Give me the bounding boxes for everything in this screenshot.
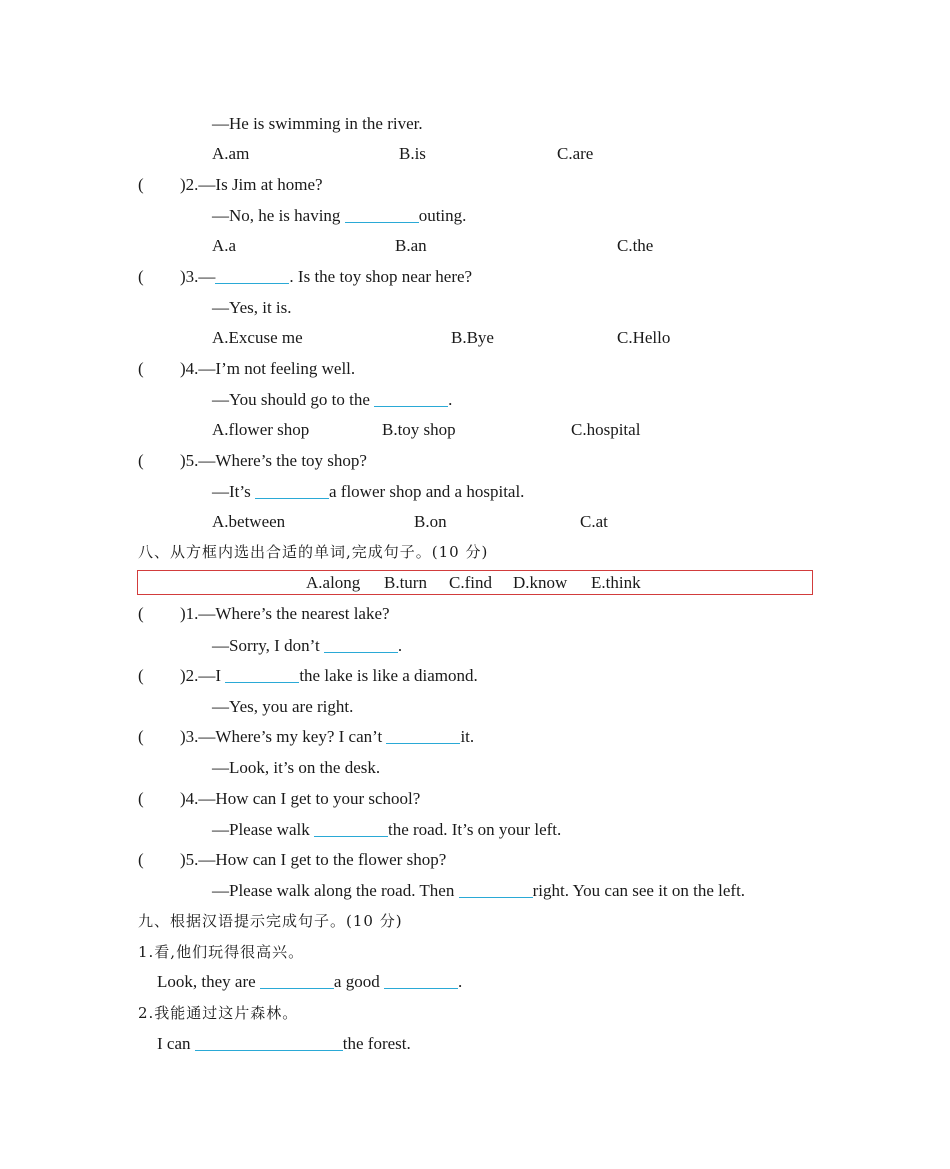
- q2-option-c: C.the: [617, 236, 654, 255]
- s8-q5-blank[interactable]: [459, 879, 533, 898]
- q3-option-b: B.Bye: [451, 328, 494, 347]
- s8-q3-answer-line: [0, 756, 950, 780]
- s8-q4-question-line: [0, 787, 950, 811]
- s8-q4-answer-line: [0, 818, 950, 842]
- answer-paren: (: [138, 727, 144, 746]
- s8-q5-question-line: [0, 848, 950, 872]
- s8-q1-question-line: [0, 602, 950, 626]
- section8-heading-line: [0, 540, 950, 564]
- q4-answer-pre: —You should go to the: [212, 390, 375, 409]
- q3-question-post: . Is the toy shop near here?: [289, 267, 473, 286]
- q2-answer-line: [0, 204, 950, 228]
- q1-option-a: A.am: [212, 144, 250, 163]
- section9-heading: 九、根据汉语提示完成句子。(10 分): [138, 912, 403, 930]
- section8-heading: 八、从方框内选出合适的单词,完成句子。(10 分): [138, 543, 489, 561]
- s8-q5-answer-post: right. You can see it on the left.: [532, 881, 746, 900]
- answer-paren: (: [138, 789, 144, 808]
- s8-q4-answer-post: the road. It’s on your left.: [387, 820, 562, 839]
- q3-question-line: [0, 265, 950, 289]
- q3-option-a: A.Excuse me: [212, 328, 303, 347]
- s9-q1-blank-1[interactable]: [260, 970, 334, 989]
- q2-answer-pre: —No, he is having: [212, 206, 345, 225]
- q2-question: )2.—Is Jim at home?: [180, 175, 323, 194]
- s9-q2-post: the forest.: [342, 1034, 411, 1053]
- s9-q1-mid: a good: [333, 972, 384, 991]
- q3-options: [0, 326, 950, 350]
- q2-question-line: [0, 173, 950, 197]
- s8-q3-question-pre: )3.—Where’s my key? I can’t: [180, 727, 387, 746]
- q4-option-a: A.flower shop: [212, 420, 310, 439]
- s8-q3-question-post: it.: [460, 727, 475, 746]
- s8-q1-question: )1.—Where’s the nearest lake?: [180, 604, 390, 623]
- word-bank-item: D.know: [513, 573, 568, 592]
- answer-paren: (: [138, 175, 144, 194]
- s8-q2-answer: —Yes, you are right.: [212, 697, 354, 716]
- q1-option-c: C.are: [557, 144, 594, 163]
- q4-options: [0, 418, 950, 442]
- q5-blank[interactable]: [255, 480, 329, 499]
- s8-q3-answer: —Look, it’s on the desk.: [212, 758, 381, 777]
- q3-answer-line: [0, 296, 950, 320]
- q2-options: [0, 234, 950, 258]
- q3-question-pre: )3.—: [180, 267, 216, 286]
- word-bank-item: A.along: [306, 573, 361, 592]
- section9-heading-line: [0, 909, 950, 933]
- s8-q3-blank[interactable]: [386, 725, 460, 744]
- q2-option-b: B.an: [395, 236, 427, 255]
- answer-paren: (: [138, 666, 144, 685]
- answer-paren: (: [138, 850, 144, 869]
- answer-paren: (: [138, 451, 144, 470]
- q4-option-c: C.hospital: [571, 420, 641, 439]
- word-bank-item: C.find: [449, 573, 492, 592]
- s9-q1-blank-2[interactable]: [384, 970, 458, 989]
- q1-answer: —He is swimming in the river.: [212, 114, 423, 133]
- q1-options: [0, 142, 950, 166]
- s8-q3-question-line: [0, 725, 950, 749]
- s8-q1-answer-line: [0, 634, 950, 658]
- s8-q2-blank[interactable]: [225, 664, 299, 683]
- s8-q4-question: )4.—How can I get to your school?: [180, 789, 421, 808]
- q5-option-b: B.on: [414, 512, 447, 531]
- s8-q2-question-pre: )2.—I: [180, 666, 226, 685]
- q4-answer-post: .: [448, 390, 453, 409]
- s8-q1-answer-pre: —Sorry, I don’t: [212, 636, 324, 655]
- q5-option-a: A.between: [212, 512, 286, 531]
- q4-blank[interactable]: [374, 388, 448, 407]
- q5-option-c: C.at: [580, 512, 608, 531]
- answer-paren: (: [138, 267, 144, 286]
- s8-q5-answer-pre: —Please walk along the road. Then: [212, 881, 459, 900]
- s8-q4-blank[interactable]: [314, 818, 388, 837]
- q4-option-b: B.toy shop: [382, 420, 456, 439]
- q5-question: )5.—Where’s the toy shop?: [180, 451, 367, 470]
- s9-q1-post: .: [457, 972, 463, 991]
- s9-q2-prompt-line: [0, 1001, 950, 1025]
- answer-paren: (: [138, 359, 144, 378]
- q5-answer-pre: —It’s: [212, 482, 255, 501]
- q2-blank[interactable]: [345, 204, 419, 223]
- s9-q1-pre: Look, they are: [157, 972, 260, 991]
- q2-option-a: A.a: [212, 236, 237, 255]
- s8-q1-blank[interactable]: [324, 634, 398, 653]
- q4-answer-line: [0, 388, 950, 412]
- s9-q2-blank[interactable]: [195, 1032, 343, 1051]
- s9-q2-answer-line: [0, 1032, 950, 1056]
- s9-q2-pre: I can: [157, 1034, 195, 1053]
- s8-q1-answer-post: .: [397, 636, 403, 655]
- s8-q4-answer-pre: —Please walk: [212, 820, 314, 839]
- s9-q1-prompt-line: [0, 940, 950, 964]
- q5-answer-post: a flower shop and a hospital.: [328, 482, 525, 501]
- q3-option-c: C.Hello: [617, 328, 671, 347]
- s9-q2-prompt: 2.我能通过这片森林。: [138, 1004, 299, 1022]
- q5-question-line: [0, 449, 950, 473]
- s8-q2-answer-line: [0, 695, 950, 719]
- q4-question: )4.—I’m not feeling well.: [180, 359, 356, 378]
- q1-option-b: B.is: [399, 144, 426, 163]
- q5-options: [0, 510, 950, 534]
- q5-answer-line: [0, 480, 950, 504]
- word-bank-box: [137, 570, 813, 595]
- s9-q1-prompt: 1.看,他们玩得很高兴。: [138, 943, 305, 961]
- s8-q5-answer-line: [0, 879, 950, 903]
- s9-q1-answer-line: [0, 970, 950, 994]
- s8-q2-question-line: [0, 664, 950, 688]
- q3-blank[interactable]: [215, 265, 289, 284]
- s8-q2-question-post: the lake is like a diamond.: [299, 666, 478, 685]
- q2-answer-post: outing.: [418, 206, 467, 225]
- word-bank-item: B.turn: [384, 573, 427, 592]
- answer-paren: (: [138, 604, 144, 623]
- q3-answer: —Yes, it is.: [212, 298, 292, 317]
- word-bank-item: E.think: [591, 573, 641, 592]
- q1-answer-line: [0, 112, 950, 136]
- s8-q5-question: )5.—How can I get to the flower shop?: [180, 850, 447, 869]
- q4-question-line: [0, 357, 950, 381]
